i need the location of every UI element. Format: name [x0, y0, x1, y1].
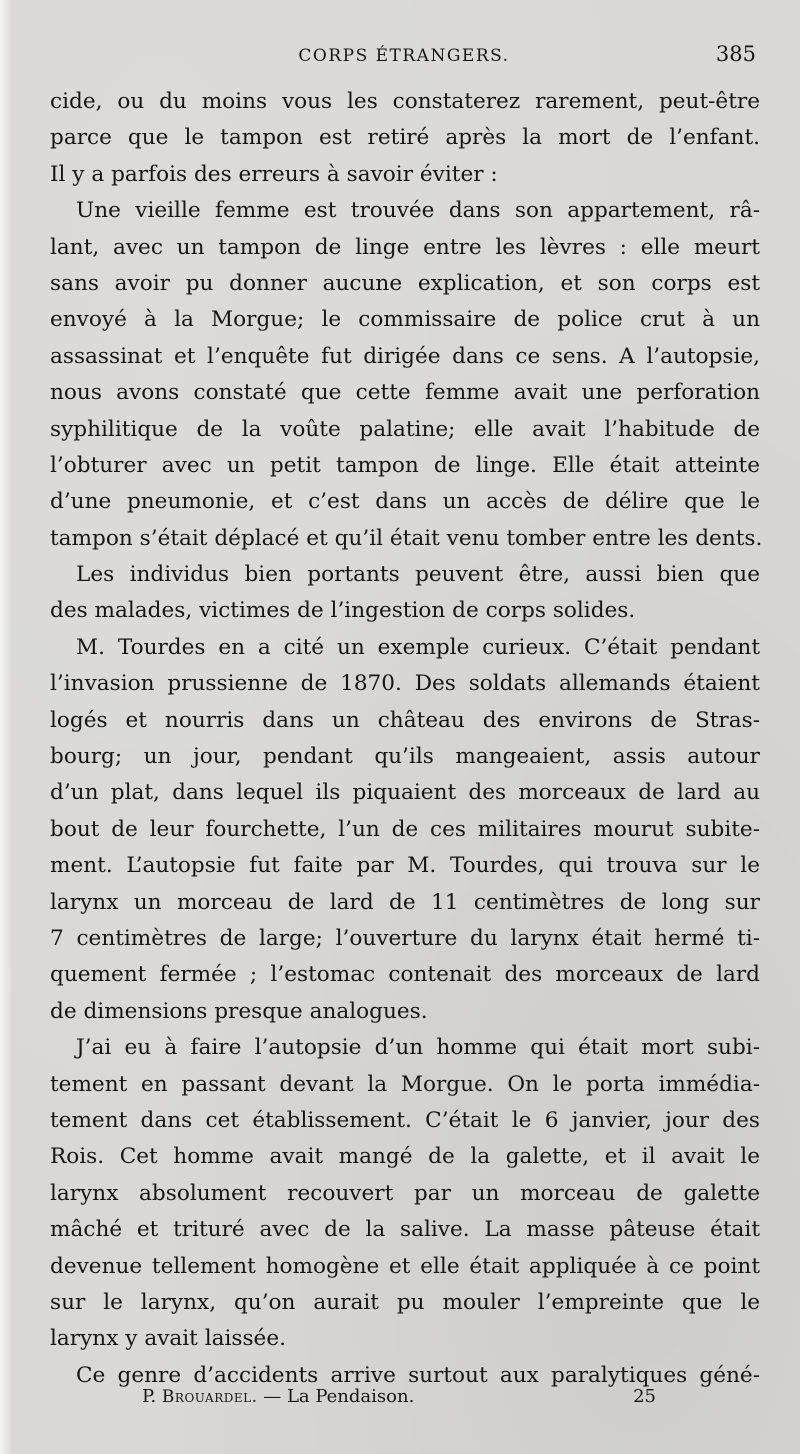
text-line: lant, avec un tampon de linge entre les lèvres : elle meurt — [50, 234, 760, 260]
text-line: devenue tellement homogène et elle était appliquée à ce point — [50, 1253, 760, 1279]
text-line: l’obturer avec un petit tampon de linge. Elle était atteinte — [50, 452, 760, 478]
text-line: d’une pneumonie, et c’est dans un accès de délire que le — [50, 489, 760, 515]
text-line: ment. L’autopsie fut faite par M. Tourdes, qui trouva sur le — [50, 853, 760, 879]
author-name: Brouardel. — [161, 1387, 258, 1407]
body-text — [50, 84, 763, 1394]
author-initial: P. — [142, 1386, 162, 1407]
text-line: tampon s’était déplacé et qu’il était venu tomber entre les dents. — [50, 525, 763, 551]
text-line: sur le larynx, qu’on aurait pu mouler l’empreinte que le — [50, 1289, 760, 1315]
text-line: Il y a parfois des erreurs à savoir éviter : — [50, 161, 498, 187]
work-title: — La Pendaison. — [257, 1386, 415, 1407]
text-line: larynx un morceau de lard de 11 centimètres de long sur — [50, 889, 760, 915]
text-line: J’ai eu à faire l’autopsie d’un homme qui était mort subi- — [76, 1035, 760, 1061]
text-line: parce que le tampon est retiré après la mort de l’enfant. — [50, 125, 760, 151]
text-line: de dimensions presque analogues. — [50, 998, 428, 1024]
text-line: d’un plat, dans lequel ils piquaient des morceaux de lard au — [50, 780, 760, 806]
text-line: cide, ou du moins vous les constaterez rarement, peut-être — [50, 89, 760, 114]
text-line: l’invasion prussienne de 1870. Des soldats allemands étaient — [50, 671, 760, 697]
text-line: sans avoir pu donner aucune explication, et son corps est — [50, 270, 760, 296]
text-line: larynx absolument recouvert par un morceau de galette — [50, 1180, 760, 1206]
text-line: syphilitique de la voûte palatine; elle avait l’habitude de — [50, 416, 760, 442]
page-number: 385 — [715, 42, 756, 66]
text-line: Rois. Cet homme avait mangé de la galette, et il avait le — [50, 1144, 760, 1170]
text-line: Une vieille femme est trouvée dans son appartement, râ- — [76, 198, 760, 224]
text-line: nous avons constaté que cette femme avait une perforation — [50, 380, 760, 406]
text-line: bourg; un jour, pendant qu’ils mangeaient, assis autour — [50, 744, 760, 770]
sheet-signature-number: 25 — [633, 1386, 656, 1407]
running-head — [52, 42, 756, 76]
footer-signature — [142, 1386, 414, 1407]
text-line: M. Tourdes en a cité un exemple curieux. C’était pendant — [76, 634, 760, 660]
text-line: tement en passant devant la Morgue. On le porta immédia- — [50, 1071, 760, 1097]
text-line: logés et nourris dans un château des environs de Stras- — [50, 707, 760, 733]
page-edge — [0, 0, 12, 1454]
running-title: CORPS ÉTRANGERS. — [298, 46, 510, 66]
text-line: mâché et trituré avec de la salive. La masse pâteuse était — [50, 1217, 760, 1243]
text-line: 7 centimètres de large; l’ouverture du larynx était hermé ti- — [50, 925, 760, 951]
text-line: tement dans cet établissement. C’était le 6 janvier, jour des — [50, 1107, 760, 1133]
text-line: larynx y avait laissée. — [50, 1326, 286, 1352]
text-line: des malades, victimes de l’ingestion de corps solides. — [50, 598, 636, 624]
text-line: quement fermée ; l’estomac contenait des morceaux de lard — [50, 962, 760, 988]
text-line: bout de leur fourchette, l’un de ces militaires mourut subite- — [50, 816, 760, 842]
text-line: assassinat et l’enquête fut dirigée dans ce sens. A l’autopsie, — [50, 343, 760, 369]
page-footer — [52, 1386, 756, 1416]
text-line: Ce genre d’accidents arrive surtout aux paralytiques géné- — [76, 1362, 760, 1388]
text-line: Les individus bien portants peuvent être, aussi bien que — [76, 562, 760, 588]
text-line: envoyé à la Morgue; le commissaire de police crut à un — [50, 307, 760, 333]
